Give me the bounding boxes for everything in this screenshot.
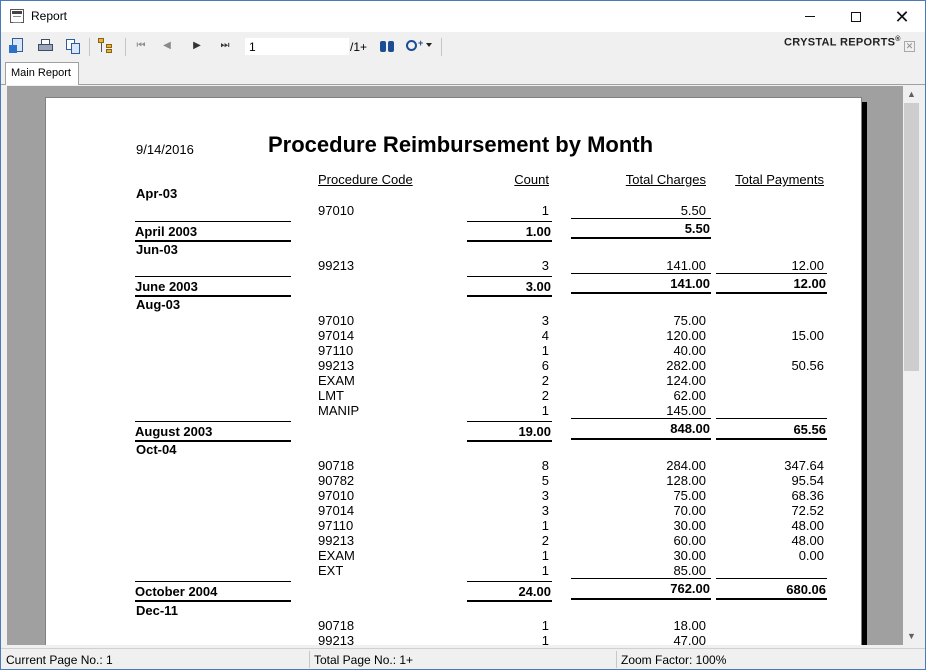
row-count: 1 (541, 548, 549, 563)
row-charges: 120.00 (666, 328, 706, 343)
brand-mark: ® (895, 36, 901, 43)
rule (571, 438, 711, 440)
row-payments: 95.54 (791, 473, 824, 488)
column-header-charges: Total Charges (625, 172, 706, 187)
row-payments: 48.00 (791, 518, 824, 533)
rule (467, 295, 552, 297)
row-charges: 128.00 (666, 473, 706, 488)
viewer-toolbar (1, 32, 925, 60)
group-total-charges: 5.50 (684, 221, 710, 236)
rule (135, 600, 291, 602)
row-payments: 0.00 (798, 548, 824, 563)
rule (467, 221, 552, 222)
scroll-down-icon[interactable]: ▼ (907, 631, 916, 641)
app-icon (10, 9, 24, 23)
zoom-icon[interactable]: + (406, 38, 422, 54)
procedure-code: EXT (318, 563, 344, 578)
row-count: 2 (541, 533, 549, 548)
row-payments: 15.00 (791, 328, 824, 343)
report-viewer[interactable] (7, 86, 903, 645)
group-total-charges: 141.00 (670, 276, 710, 291)
group-total-charges: 762.00 (670, 581, 710, 596)
group-total-count: 1.00 (525, 224, 551, 239)
current-page-status: Current Page No.: 1 (6, 653, 113, 667)
row-count: 3 (541, 258, 549, 273)
row-count: 8 (541, 458, 549, 473)
row-payments: 72.52 (791, 503, 824, 518)
row-count: 1 (541, 618, 549, 633)
row-charges: 5.50 (680, 203, 706, 218)
row-charges: 284.00 (666, 458, 706, 473)
close-window-button[interactable] (879, 1, 925, 32)
last-page-icon[interactable]: ⏭ (220, 40, 230, 51)
prev-page-icon[interactable]: ◀ (163, 40, 171, 51)
procedure-code: EXAM (318, 373, 355, 388)
rule (716, 292, 827, 294)
group-total-payments: 680.06 (786, 582, 826, 597)
procedure-code: 99213 (318, 258, 355, 273)
row-count: 4 (541, 328, 549, 343)
procedure-code: 90782 (318, 473, 355, 488)
procedure-code: 97014 (318, 503, 355, 518)
rule (571, 598, 711, 600)
scroll-up-icon[interactable]: ▲ (907, 89, 916, 99)
row-charges: 18.00 (673, 618, 706, 633)
row-payments: 50.56 (791, 358, 824, 373)
group-header: Jun-03 (136, 242, 178, 257)
row-charges: 124.00 (666, 373, 706, 388)
row-count: 2 (541, 373, 549, 388)
status-divider (616, 651, 617, 668)
tab-main-report[interactable]: Main Report (5, 62, 79, 85)
row-charges: 40.00 (673, 343, 706, 358)
scroll-thumb[interactable] (904, 103, 919, 371)
procedure-code: 90718 (318, 618, 355, 633)
procedure-code: 97010 (318, 313, 355, 328)
total-page-status: Total Page No.: 1+ (314, 653, 414, 667)
copy-icon[interactable] (65, 38, 81, 54)
group-total-payments: 12.00 (793, 276, 826, 291)
row-count: 3 (541, 313, 549, 328)
rule (467, 581, 552, 582)
group-header: Oct-04 (136, 442, 177, 457)
group-total-charges: 848.00 (670, 421, 710, 436)
window-title: Report (31, 9, 68, 23)
rule (571, 292, 711, 294)
row-charges: 70.00 (673, 503, 706, 518)
row-charges: 85.00 (673, 563, 706, 578)
status-bar (1, 648, 925, 669)
minimize-icon (805, 16, 815, 17)
row-count: 1 (541, 633, 549, 645)
group-header: Aug-03 (136, 297, 181, 312)
rule (571, 218, 711, 219)
report-page (45, 97, 862, 645)
row-payments: 12.00 (791, 258, 824, 273)
brand-text: CRYSTAL REPORTS (784, 36, 896, 49)
procedure-code: 99213 (318, 358, 355, 373)
find-icon[interactable] (379, 38, 395, 54)
page-number-input[interactable] (245, 38, 349, 55)
row-charges: 75.00 (673, 313, 706, 328)
rule (571, 578, 711, 579)
rule (135, 221, 291, 222)
print-icon[interactable] (37, 38, 53, 54)
rule (716, 273, 827, 274)
row-count: 3 (541, 488, 549, 503)
rule (467, 421, 552, 422)
row-charges: 75.00 (673, 488, 706, 503)
procedure-code: 97010 (318, 203, 355, 218)
group-tree-icon[interactable] (98, 38, 114, 54)
procedure-code: 99213 (318, 533, 355, 548)
export-icon[interactable] (9, 38, 25, 54)
page-total-label: /1+ (350, 40, 368, 54)
rule (571, 418, 711, 419)
rule (716, 418, 827, 419)
rule (467, 440, 552, 442)
rule (135, 421, 291, 422)
row-charges: 145.00 (666, 403, 706, 418)
row-count: 1 (541, 343, 549, 358)
row-count: 1 (541, 518, 549, 533)
group-total-count: 3.00 (525, 279, 551, 294)
row-charges: 141.00 (666, 258, 706, 273)
procedure-code: 97010 (318, 488, 355, 503)
row-charges: 30.00 (673, 518, 706, 533)
row-charges: 47.00 (673, 633, 706, 645)
row-payments: 68.36 (791, 488, 824, 503)
group-total-label: April 2003 (135, 224, 198, 239)
row-count: 6 (541, 358, 549, 373)
rule (135, 581, 291, 582)
group-total-label: October 2004 (135, 584, 218, 599)
group-header: Dec-11 (136, 603, 178, 618)
row-count: 1 (541, 203, 549, 218)
group-total-count: 24.00 (518, 584, 551, 599)
procedure-code: 97014 (318, 328, 355, 343)
column-header-count: Count (514, 172, 549, 187)
rule (467, 600, 552, 602)
vertical-scrollbar[interactable] (903, 86, 920, 645)
row-count: 5 (541, 473, 549, 488)
rule (716, 438, 827, 440)
rule (135, 276, 291, 277)
rule (716, 578, 827, 579)
rule (571, 273, 711, 274)
procedure-code: LMT (318, 388, 344, 403)
column-header-code: Procedure Code (318, 172, 413, 187)
toolbar-separator (125, 38, 126, 56)
procedure-code: MANIP (318, 403, 360, 418)
title-bar[interactable] (1, 1, 925, 32)
crystal-reports-logo (784, 36, 901, 49)
toolbar-separator (441, 38, 442, 56)
rule (467, 276, 552, 277)
first-page-icon[interactable]: ⏮ (136, 40, 146, 51)
procedure-code: 97110 (318, 343, 354, 358)
row-charges: 282.00 (666, 358, 706, 373)
procedure-code: 90718 (318, 458, 355, 473)
status-divider (309, 651, 310, 668)
report-date: 9/14/2016 (136, 142, 194, 157)
procedure-code: 97110 (318, 518, 354, 533)
row-count: 1 (541, 563, 549, 578)
row-charges: 62.00 (673, 388, 706, 403)
rule (716, 598, 827, 600)
row-charges: 30.00 (673, 548, 706, 563)
row-payments: 347.64 (784, 458, 824, 473)
column-header-payments: Total Payments (735, 172, 824, 187)
minimize-button[interactable] (787, 1, 833, 32)
close-icon: ✕ (894, 6, 910, 27)
group-total-payments: 65.56 (793, 422, 826, 437)
next-page-icon[interactable]: ▶ (193, 40, 201, 51)
rule (571, 237, 711, 239)
rule (467, 240, 552, 242)
close-view-button[interactable]: ✕ (905, 41, 914, 51)
row-count: 3 (541, 503, 549, 518)
group-header: Apr-03 (136, 186, 178, 201)
row-count: 2 (541, 388, 549, 403)
maximize-icon (851, 12, 861, 22)
group-total-count: 19.00 (518, 424, 551, 439)
row-count: 1 (541, 403, 549, 418)
zoom-dropdown-arrow[interactable] (426, 43, 432, 47)
group-total-label: August 2003 (135, 424, 213, 439)
zoom-factor-status: Zoom Factor: 100% (621, 653, 727, 667)
report-tabs (1, 60, 925, 85)
procedure-code: 99213 (318, 633, 355, 645)
row-payments: 48.00 (791, 533, 824, 548)
maximize-button[interactable] (833, 1, 879, 32)
procedure-code: EXAM (318, 548, 355, 563)
group-total-label: June 2003 (135, 279, 198, 294)
report-title: Procedure Reimbursement by Month (268, 132, 654, 157)
toolbar-separator (89, 38, 90, 56)
row-charges: 60.00 (673, 533, 706, 548)
